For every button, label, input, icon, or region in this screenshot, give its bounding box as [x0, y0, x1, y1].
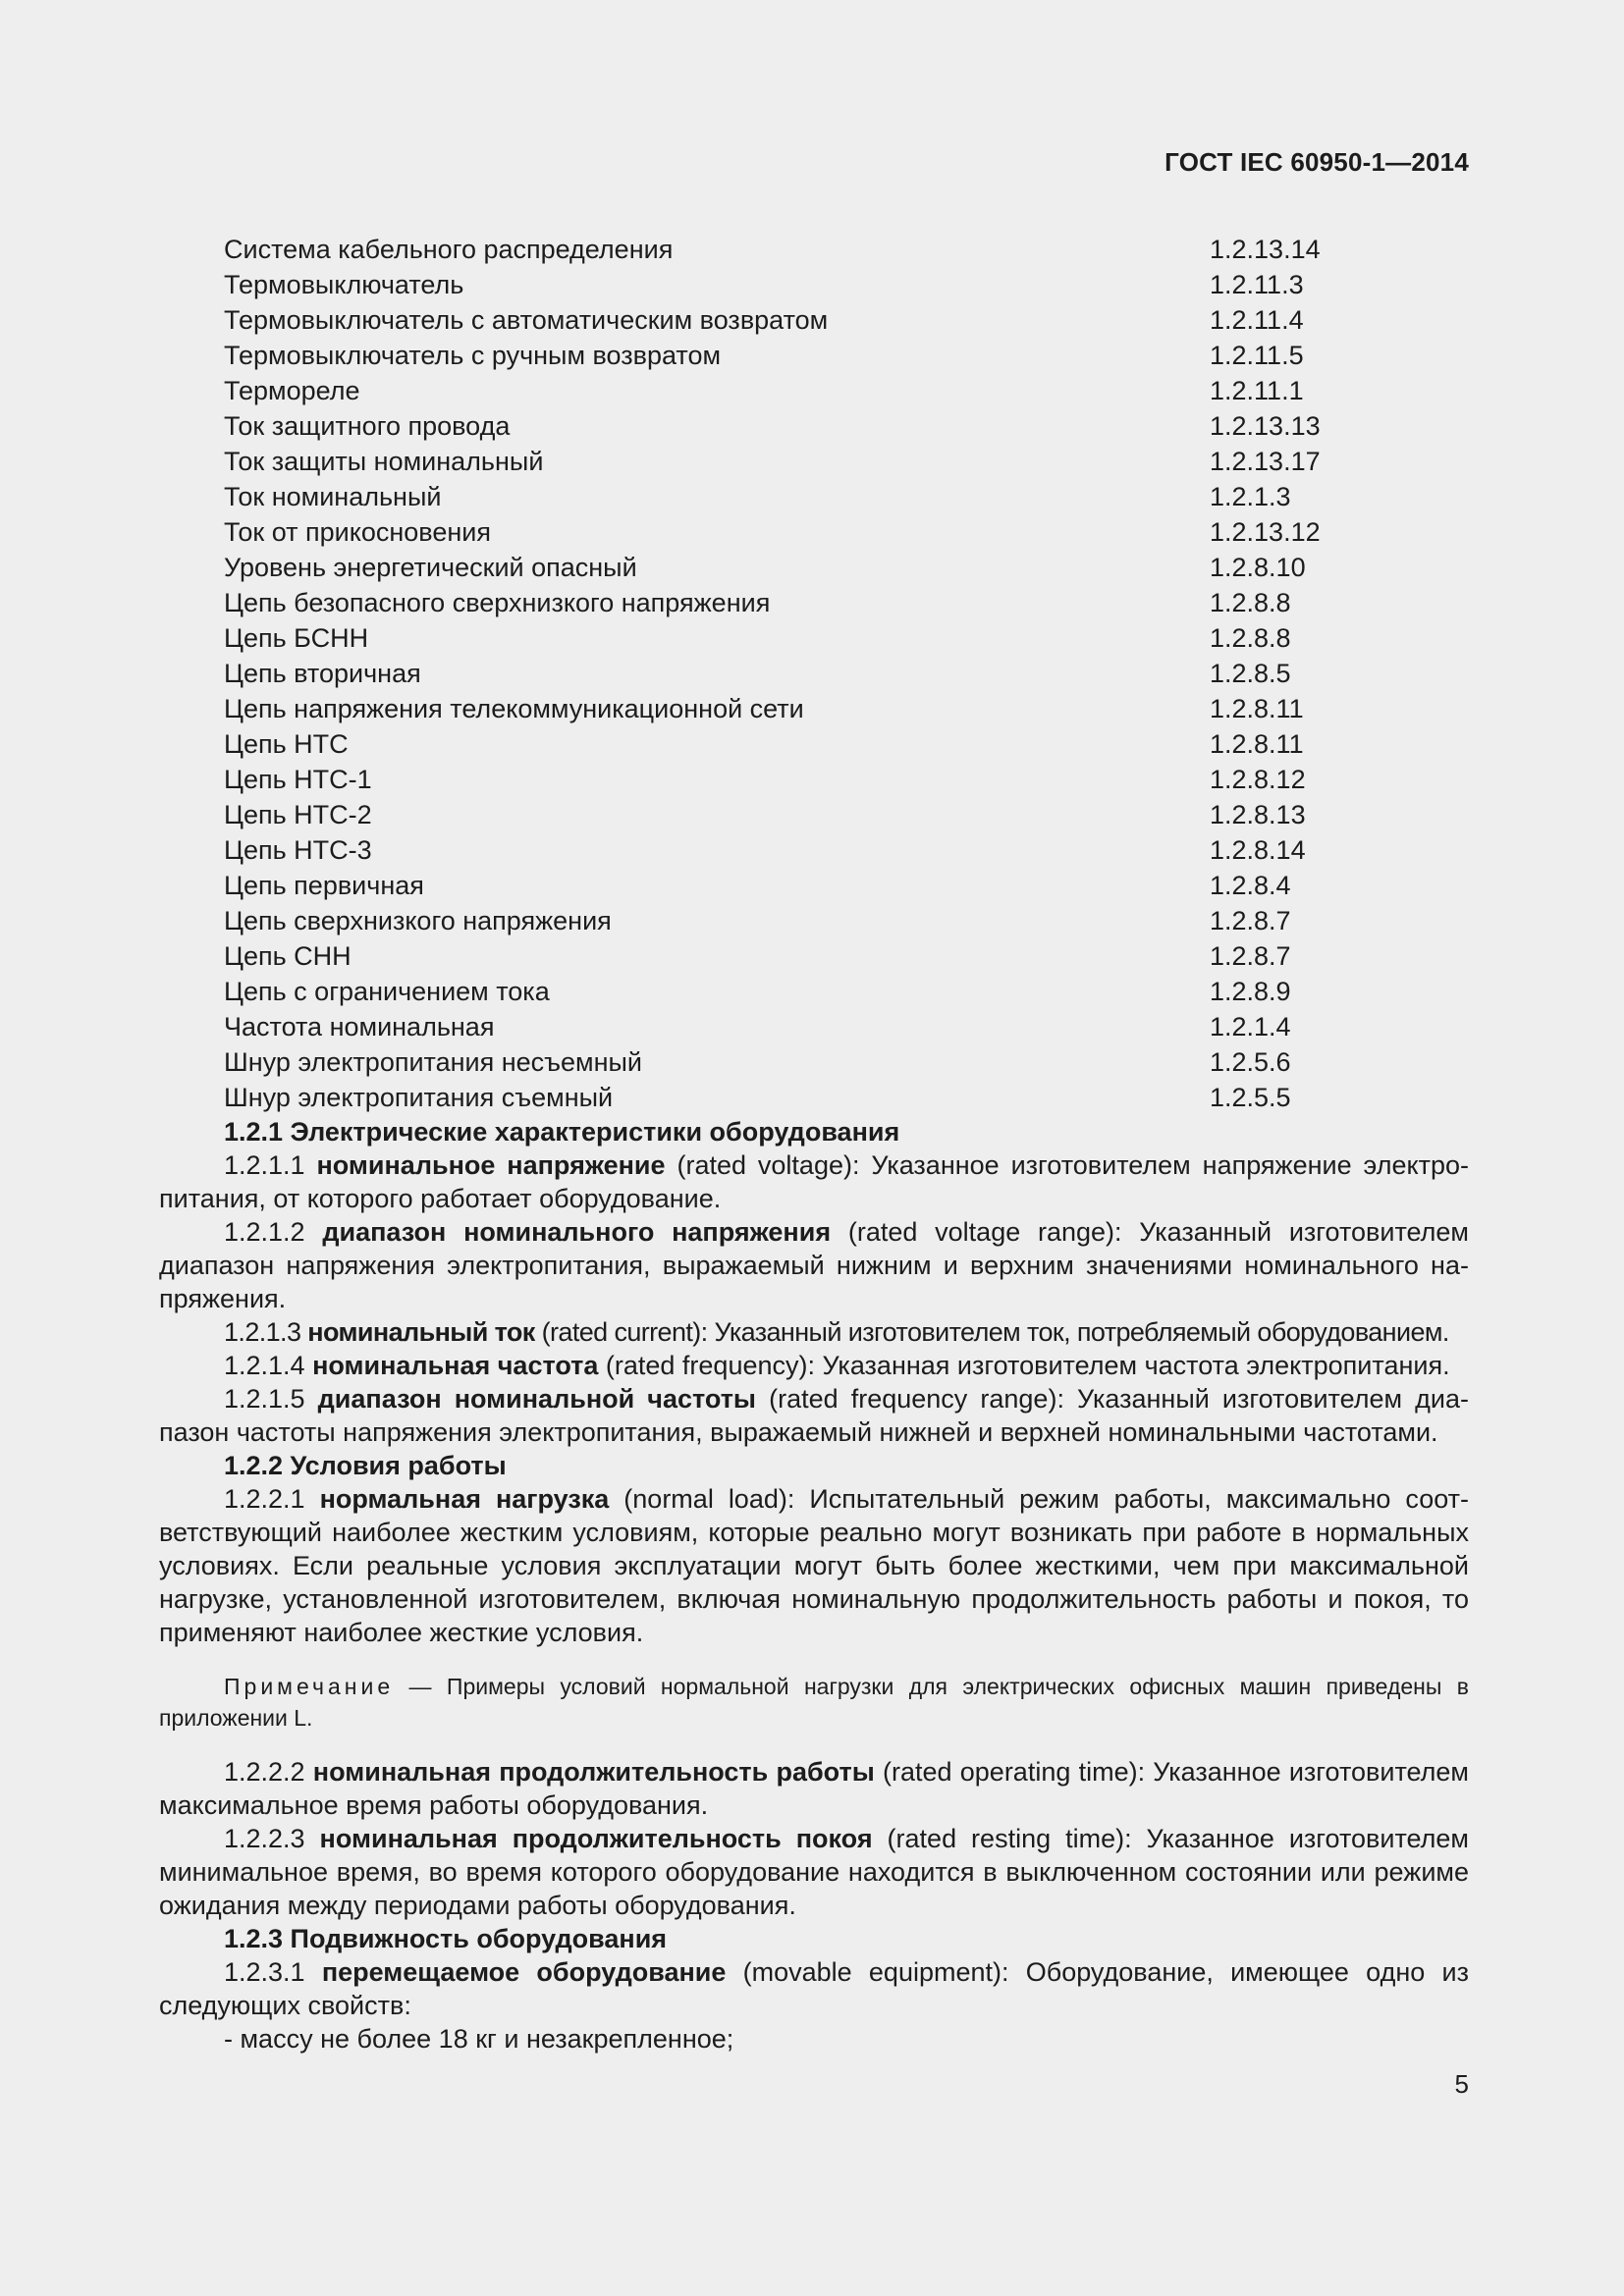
index-reference: 1.2.8.8	[1210, 623, 1291, 653]
definition-text: (rated frequency range): Указанный изготовителем диапазон частоты напряжения электропитания, выражаемый нижней и верхней номинальными частотами.	[159, 1384, 1470, 1447]
index-row	[224, 656, 1353, 691]
definition-text: (rated frequency): Указанная изготовителем частота электропитания.	[598, 1351, 1450, 1380]
index-term: Частота номинальная	[224, 1012, 495, 1041]
definition-text: (rated voltage range): Указанный изготовителем диапазон напряжения электропитания, выражаемый нижним и верхним значениями номинального напряжения.	[159, 1217, 1469, 1313]
term-index-list	[224, 232, 1353, 1115]
definition-number: 1.2.2.2	[224, 1757, 313, 1787]
index-row	[224, 408, 1353, 444]
index-reference: 1.2.8.14	[1210, 835, 1306, 865]
index-row	[224, 762, 1353, 797]
list-item: - массу не более 18 кг и незакрепленное;	[224, 2024, 734, 2054]
index-term: Система кабельного распределения	[224, 235, 674, 264]
index-reference: 1.2.8.11	[1210, 694, 1304, 723]
index-reference: 1.2.8.4	[1210, 871, 1291, 900]
index-row	[224, 267, 1353, 302]
document-body	[159, 1115, 1469, 2056]
page-number: 5	[1454, 2069, 1469, 2099]
index-term: Шнур электропитания съемный	[224, 1083, 614, 1112]
definition-1-2-2-1	[159, 1482, 1469, 1649]
index-row	[224, 232, 1353, 267]
note-label: Примечание	[224, 1674, 395, 1699]
definition-number: 1.2.1.3	[224, 1317, 308, 1347]
index-reference: 1.2.11.3	[1210, 270, 1304, 299]
definition-number: 1.2.1.1	[224, 1150, 317, 1180]
index-reference: 1.2.8.10	[1210, 553, 1306, 582]
index-row	[224, 974, 1353, 1009]
definition-text: (normal load): Испытательный режим работы, максимально соответствующий наиболее жестким условиям, которые реально могут возникать при работе в нормальных условиях. Если реальные условия эксплуатации могут быть более жесткими, чем при максимальной нагрузке, установленной изготовителем, включая номинальную продолжительность работы и покоя, то применяют наиболее жесткие условия.	[159, 1484, 1470, 1647]
index-reference: 1.2.11.5	[1210, 341, 1304, 370]
index-row	[224, 550, 1353, 585]
index-row	[224, 444, 1353, 479]
index-term: Цепь НТС-2	[224, 800, 372, 829]
index-reference: 1.2.13.14	[1210, 235, 1321, 264]
definition-term: номинальная продолжительность работы	[312, 1757, 875, 1787]
index-term: Цепь с ограничением тока	[224, 977, 550, 1006]
definition-text: (rated voltage): Указанное изготовителем напряжение электропитания, от которого работает оборудование.	[159, 1150, 1469, 1213]
index-term: Ток от прикосновения	[224, 517, 491, 547]
index-row	[224, 373, 1353, 408]
index-reference: 1.2.5.6	[1210, 1047, 1291, 1077]
definition-number: 1.2.3.1	[224, 1957, 322, 1987]
definition-term: диапазон номинальной частоты	[317, 1384, 756, 1414]
definition-1-2-3-1	[159, 1955, 1469, 2022]
section-heading-1-2-2: 1.2.2 Условия работы	[224, 1451, 507, 1480]
definition-text: (movable equipment): Оборудование, имеющее одно из следующих свойств:	[159, 1957, 1469, 2020]
definition-number: 1.2.1.5	[224, 1384, 318, 1414]
index-term: Термовыключатель с автоматическим возвратом	[224, 305, 829, 335]
index-row	[224, 479, 1353, 514]
index-term: Термовыключатель с ручным возвратом	[224, 341, 722, 370]
note-text: — Примеры условий нормальной нагрузки для электрических офисных машин приведены в приложении L.	[159, 1674, 1469, 1731]
index-reference: 1.2.1.3	[1210, 482, 1291, 511]
definition-1-2-1-5	[159, 1382, 1469, 1449]
index-row	[224, 797, 1353, 832]
index-term: Цепь НТС	[224, 729, 349, 759]
definition-number: 1.2.1.4	[224, 1351, 313, 1380]
definition-term: номинальная частота	[312, 1351, 599, 1380]
index-reference: 1.2.8.7	[1210, 941, 1291, 971]
definition-number: 1.2.2.3	[224, 1824, 320, 1853]
index-reference: 1.2.1.4	[1210, 1012, 1291, 1041]
definition-term: номинальная продолжительность покоя	[319, 1824, 873, 1853]
index-term: Ток номинальный	[224, 482, 442, 511]
index-term: Цепь БСНН	[224, 623, 369, 653]
definition-term: нормальная нагрузка	[319, 1484, 610, 1514]
definition-text: (rated current): Указанный изготовителем ток, потребляемый оборудованием.	[534, 1317, 1449, 1347]
index-reference: 1.2.13.17	[1210, 447, 1321, 476]
definition-text: (rated operating time): Указанное изготовителем максимальное время работы оборудования.	[159, 1757, 1469, 1820]
section-heading-1-2-1: 1.2.1 Электрические характеристики оборудования	[224, 1117, 900, 1147]
index-term: Цепь напряжения телекоммуникационной сети	[224, 694, 804, 723]
definition-term: перемещаемое оборудование	[321, 1957, 727, 1987]
index-row	[224, 726, 1353, 762]
index-reference: 1.2.8.5	[1210, 659, 1291, 688]
index-row	[224, 302, 1353, 338]
index-reference: 1.2.8.9	[1210, 977, 1291, 1006]
definition-number: 1.2.2.1	[224, 1484, 320, 1514]
index-term: Ток защитного провода	[224, 411, 511, 441]
definition-1-2-1-4	[159, 1349, 1469, 1382]
index-row	[224, 903, 1353, 938]
index-term: Термореле	[224, 376, 360, 405]
definition-text: (rated resting time): Указанное изготовителем минимальное время, во время которого оборудование находится в выключенном состоянии или режиме ожидания между периодами работы оборудования.	[159, 1824, 1469, 1920]
definition-term: номинальный ток	[307, 1317, 535, 1347]
index-term: Цепь первичная	[224, 871, 424, 900]
definition-1-2-1-2	[159, 1215, 1469, 1315]
index-reference: 1.2.8.7	[1210, 906, 1291, 935]
index-row	[224, 868, 1353, 903]
index-term: Цепь НТС-3	[224, 835, 372, 865]
index-row	[224, 1044, 1353, 1080]
index-reference: 1.2.8.13	[1210, 800, 1306, 829]
index-row	[224, 338, 1353, 373]
index-row	[224, 1009, 1353, 1044]
index-row	[224, 938, 1353, 974]
index-reference: 1.2.11.4	[1210, 305, 1304, 335]
index-row	[224, 832, 1353, 868]
index-term: Цепь СНН	[224, 941, 352, 971]
definition-1-2-1-3	[159, 1315, 1469, 1349]
index-row	[224, 620, 1353, 656]
document-header: ГОСТ IEC 60950-1—2014	[1164, 147, 1469, 177]
index-term: Цепь сверхнизкого напряжения	[224, 906, 612, 935]
index-term: Уровень энергетический опасный	[224, 553, 637, 582]
index-row	[224, 691, 1353, 726]
index-term: Термовыключатель	[224, 270, 464, 299]
note	[159, 1671, 1469, 1734]
definition-1-2-2-3	[159, 1822, 1469, 1922]
index-term: Цепь НТС-1	[224, 765, 372, 794]
definition-term: диапазон номинального напряжения	[322, 1217, 832, 1247]
index-term: Шнур электропитания несъемный	[224, 1047, 643, 1077]
definition-1-2-2-2	[159, 1755, 1469, 1822]
index-row	[224, 1080, 1353, 1115]
index-term: Цепь вторичная	[224, 659, 421, 688]
definition-term: номинальное напряжение	[316, 1150, 666, 1180]
index-term: Ток защиты номинальный	[224, 447, 544, 476]
index-reference: 1.2.8.12	[1210, 765, 1306, 794]
index-row	[224, 514, 1353, 550]
index-reference: 1.2.13.12	[1210, 517, 1321, 547]
index-reference: 1.2.8.11	[1210, 729, 1304, 759]
definition-1-2-1-1	[159, 1148, 1469, 1215]
section-heading-1-2-3: 1.2.3 Подвижность оборудования	[224, 1924, 668, 1953]
index-reference: 1.2.8.8	[1210, 588, 1291, 617]
definition-number: 1.2.1.2	[224, 1217, 323, 1247]
index-reference: 1.2.5.5	[1210, 1083, 1291, 1112]
index-reference: 1.2.13.13	[1210, 411, 1321, 441]
index-term: Цепь безопасного сверхнизкого напряжения	[224, 588, 771, 617]
index-row	[224, 585, 1353, 620]
index-reference: 1.2.11.1	[1210, 376, 1304, 405]
